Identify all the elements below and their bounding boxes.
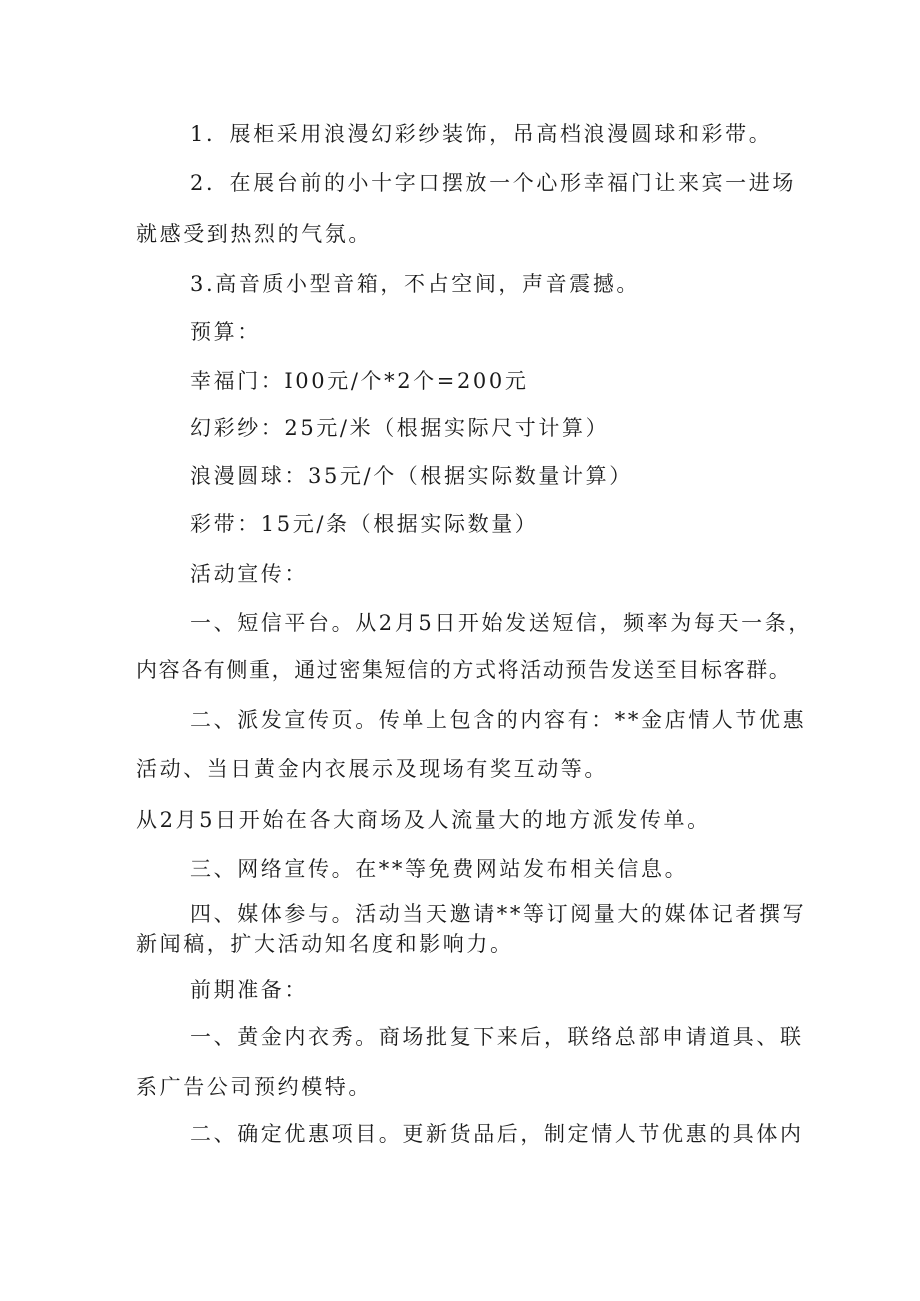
text-line-14: 活动、当日黄金内衣展示及现场有奖互动等。 (136, 757, 608, 781)
text-line-16: 三、网络宣传。在**等免费网站发布相关信息。 (190, 857, 689, 881)
text-line-10: 活动宣传： (190, 562, 308, 586)
text-line-12: 内容各有侧重，通过密集短信的方式将活动预告发送至目标客群。 (136, 658, 792, 682)
text-line-20: 一、黄金内衣秀。商场批复下来后，联络总部申请道具、联 (190, 1025, 804, 1049)
text-line-21: 系广告公司预约模特。 (136, 1075, 372, 1099)
text-line-17: 四、媒体参与。活动当天邀请**等订阅量大的媒体记者撰写 (190, 902, 807, 926)
text-line-19: 前期准备： (190, 978, 308, 1002)
text-line-11: 一、短信平台。从2月5日开始发送短信，频率为每天一条， (190, 611, 812, 635)
text-line-1: 1．展柜采用浪漫幻彩纱装饰，吊高档浪漫圆球和彩带。 (190, 122, 773, 146)
text-line-3: 就感受到热烈的气氛。 (136, 222, 372, 246)
text-line-13: 二、派发宣传页。传单上包含的内容有：**金店情人节优惠 (190, 708, 807, 732)
text-line-5: 预算： (190, 320, 261, 344)
text-line-8: 浪漫圆球：35元/个（根据实际数量计算） (190, 464, 633, 488)
text-line-7: 幻彩纱：25元/米（根据实际尺寸计算） (190, 416, 610, 440)
text-line-15: 从2月5日开始在各大商场及人流量大的地方派发传单。 (136, 808, 711, 832)
text-line-9: 彩带：15元/条（根据实际数量） (190, 512, 539, 536)
text-line-18: 新闻稿，扩大活动知名度和影响力。 (136, 932, 514, 956)
text-line-6: 幸福门：I00元/个*2个=200元 (190, 369, 529, 393)
text-line-2: 2．在展台前的小十字口摆放一个心形幸福门让来宾一进场 (190, 171, 796, 195)
text-line-4: 3.高音质小型音箱，不占空间，声音震撼。 (190, 272, 641, 296)
text-line-22: 二、确定优惠项目。更新货品后，制定情人节优惠的具体内 (190, 1122, 804, 1146)
